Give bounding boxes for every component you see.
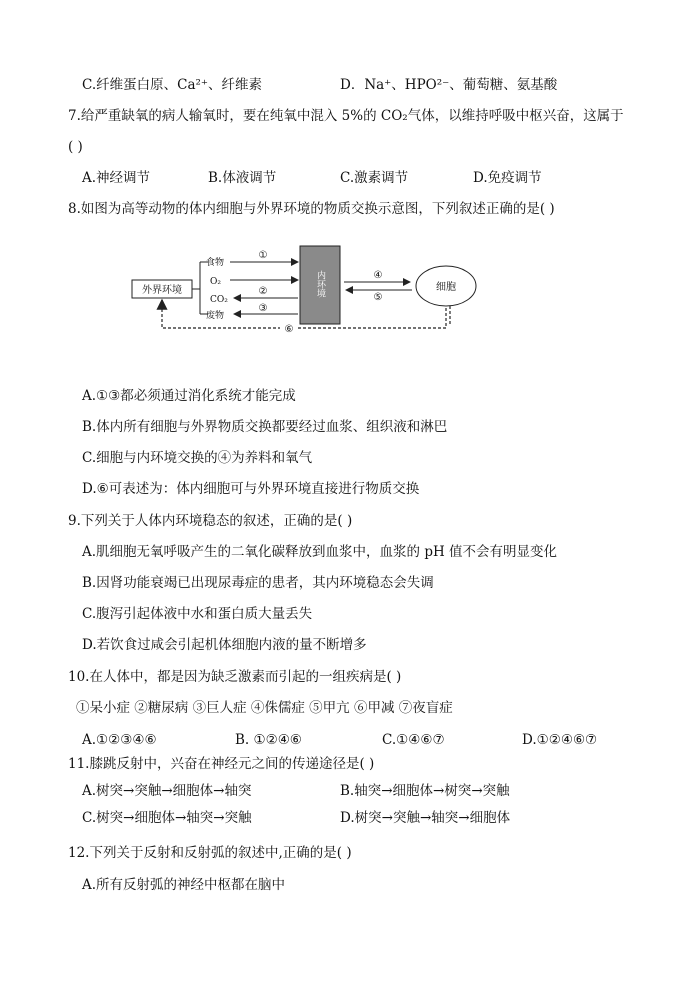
q7-option-b: B.体液调节 (208, 170, 277, 186)
internal-environment-label: 内环境 (315, 270, 325, 298)
arrow-4-label: ④ (373, 270, 383, 281)
q12-option-a: A.所有反射弧的神经中枢都在脑中 (82, 877, 286, 893)
q10-option-c: C.①④⑥⑦ (382, 732, 445, 748)
co2-label: CO₂ (210, 295, 228, 305)
q6-option-d: D．Na⁺、HPO²⁻、葡萄糖、氨基酸 (340, 77, 558, 93)
cell-label: 细胞 (436, 282, 456, 293)
arrow-2-label: ② (258, 286, 268, 297)
q11-option-a: A.树突→突触→细胞体→轴突 (82, 783, 252, 799)
q9-option-d: D.若饮食过咸会引起机体细胞内液的量不断增多 (82, 637, 367, 653)
o2-label: O₂ (210, 277, 221, 287)
q11-option-d: D.树突→突触→轴突→细胞体 (340, 810, 511, 826)
arrow-3-label: ③ (258, 303, 268, 314)
q9-option-a: A.肌细胞无氧呼吸产生的二氧化碳释放到血浆中，血浆的 pH 值不会有明显变化 (82, 544, 558, 560)
q11-option-c: C.树突→细胞体→轴突→突触 (82, 810, 252, 826)
food-label: 食物 (206, 258, 225, 268)
q6-option-c: C.纤维蛋白原、Ca²⁺、纤维素 (82, 77, 263, 93)
q8-option-a: A.①③都必须通过消化系统才能完成 (82, 388, 296, 404)
q10-option-a: A.①②③④⑥ (82, 732, 157, 748)
arrow-6-label: ⑥ (284, 324, 294, 335)
external-environment-label: 外界环境 (142, 285, 182, 296)
q8-option-b: B.体内所有细胞与外界物质交换都要经过血浆、组织液和淋巴 (82, 419, 448, 435)
q10-items: ①呆小症 ②糖尿病 ③巨人症 ④侏儒症 ⑤甲亢 ⑥甲减 ⑦夜盲症 (76, 700, 453, 716)
q10-option-b: B. ①②④⑥ (235, 732, 302, 748)
q7-option-d: D.免疫调节 (473, 170, 542, 186)
q7-option-c: C.激素调节 (340, 170, 409, 186)
q8-stem: 8.如图为高等动物的体内细胞与外界环境的物质交换示意图，下列叙述正确的是( ) (68, 201, 555, 217)
waste-label: 废物 (206, 311, 225, 321)
q11-stem: 11.膝跳反射中，兴奋在神经元之间的传递途径是( ) (68, 756, 375, 772)
q10-stem: 10.在人体中，都是因为缺乏激素而引起的一组疾病是( ) (68, 669, 402, 685)
q7-option-a: A.神经调节 (82, 170, 151, 186)
q7-paren: ( ) (68, 139, 83, 155)
q8-option-d: D.⑥可表述为：体内细胞可与外界环境直接进行物质交换 (82, 481, 420, 497)
q9-option-c: C.腹泻引起体液中水和蛋白质大量丢失 (82, 606, 313, 622)
q12-stem: 12.下列关于反射和反射弧的叙述中,正确的是( ) (68, 845, 352, 861)
q9-option-b: B.因肾功能衰竭已出现尿毒症的患者，其内环境稳态会失调 (82, 575, 434, 591)
q7-stem: 7.给严重缺氧的病人输氧时，要在纯氧中混入 5%的 CO₂气体，以维持呼吸中枢兴奋，这属于 (68, 108, 624, 124)
exchange-diagram (120, 238, 480, 338)
q8-option-c: C.细胞与内环境交换的④为养料和氧气 (82, 450, 313, 466)
q9-stem: 9.下列关于人体内环境稳态的叙述，正确的是( ) (68, 513, 353, 529)
q11-option-b: B.轴突→细胞体→树突→突触 (340, 783, 510, 799)
q10-option-d: D.①②④⑥⑦ (522, 732, 598, 748)
arrow-5-label: ⑤ (373, 292, 383, 303)
arrow-1-label: ① (258, 250, 268, 261)
